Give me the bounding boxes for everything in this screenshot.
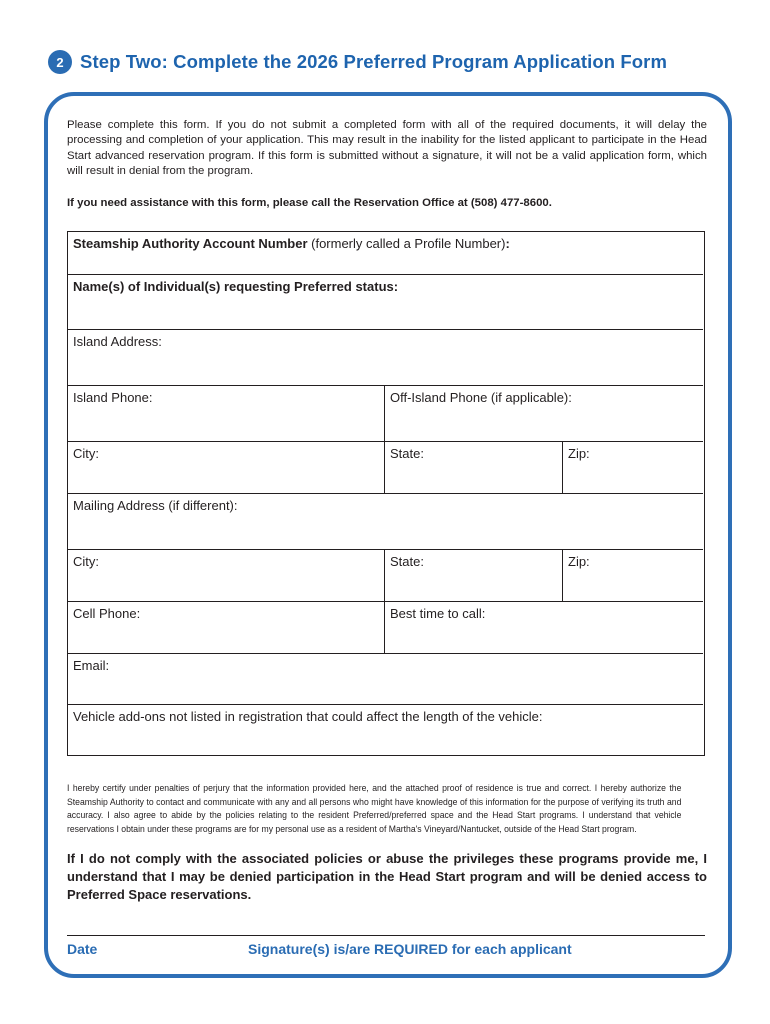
step-number-badge: 2 (48, 50, 72, 74)
account-number-note: (formerly called a Profile Number) (307, 236, 506, 251)
cell-phone-label: Cell Phone: (73, 606, 141, 621)
zip-label-2: Zip: (568, 554, 590, 569)
date-label: Date (67, 941, 98, 957)
off-island-phone-field[interactable] (385, 386, 703, 442)
island-address-field[interactable] (68, 330, 703, 386)
cell-phone-field[interactable] (68, 602, 385, 654)
vehicle-addons-field[interactable] (68, 705, 703, 754)
signature-label: Signature(s) is/are REQUIRED for each applicant (248, 941, 572, 957)
state-field-2[interactable] (385, 550, 563, 602)
state-field-1[interactable] (385, 442, 563, 494)
account-number-label: Steamship Authority Account Number (73, 236, 308, 251)
account-number-field[interactable] (68, 232, 703, 275)
state-label-1: State: (390, 446, 424, 461)
names-field[interactable] (68, 275, 703, 330)
application-form-table (67, 231, 705, 756)
email-label: Email: (73, 658, 110, 673)
off-island-phone-label: Off-Island Phone (if applicable): (390, 390, 572, 405)
mailing-address-field[interactable] (68, 494, 703, 550)
names-label: Name(s) of Individual(s) requesting Preferred status: (73, 279, 399, 294)
warning-paragraph: If I do not comply with the associated policies or abuse the privileges these programs provide me, I understand that I may be denied participation in the Head Start program and will be denied access to Preferred Space reservations. (67, 851, 707, 902)
state-label-2: State: (390, 554, 424, 569)
city-field-2[interactable] (68, 550, 385, 602)
email-field[interactable] (68, 654, 703, 705)
zip-field-2[interactable] (563, 550, 703, 602)
island-phone-label: Island Phone: (73, 390, 153, 405)
city-label-1: City: (73, 446, 99, 461)
zip-label-1: Zip: (568, 446, 590, 461)
zip-field-1[interactable] (563, 442, 703, 494)
island-phone-field[interactable] (68, 386, 385, 442)
certification-paragraph: I hereby certify under penalties of perjury that the information provided here, and the attached proof of residence is true and correct. I hereby authorize the Steamship Authority to contact and communicate with any and all persons who might have knowledge of this information for the purpose of verifying its truth and accuracy. I also agree to abide by the policies relating to the resident Preferred/preferred space and the Head Start programs. I understand that vehicle reservations I obtain under these programs are for my personal use as a resident of Martha's Vineyard/Nantucket, outside of the Head Start program. (67, 783, 682, 834)
page-title: Step Two: Complete the 2026 Preferred Program Application Form (80, 51, 668, 72)
island-address-label: Island Address: (73, 334, 162, 349)
intro-paragraph: Please complete this form. If you do not submit a completed form with all of the required documents, it will delay the processing and completion of your application. This may result in the inability for the listed applicant to participate in the Head Start advanced reservation program. If this form is submitted without a signature, it will not be a valid application form, which will result in denial from the program. (67, 119, 707, 178)
best-time-field[interactable] (385, 602, 703, 654)
account-number-colon: : (505, 236, 510, 251)
mailing-address-label: Mailing Address (if different): (73, 498, 238, 513)
assistance-note: If you need assistance with this form, please call the Reservation Office at (508) 477-8600. (67, 197, 552, 209)
vehicle-addons-label: Vehicle add-ons not listed in registration that could affect the length of the vehicle: (73, 709, 543, 724)
city-label-2: City: (73, 554, 99, 569)
signature-line[interactable] (67, 935, 705, 936)
step-header (48, 50, 667, 74)
city-field-1[interactable] (68, 442, 385, 494)
best-time-label: Best time to call: (390, 606, 486, 621)
